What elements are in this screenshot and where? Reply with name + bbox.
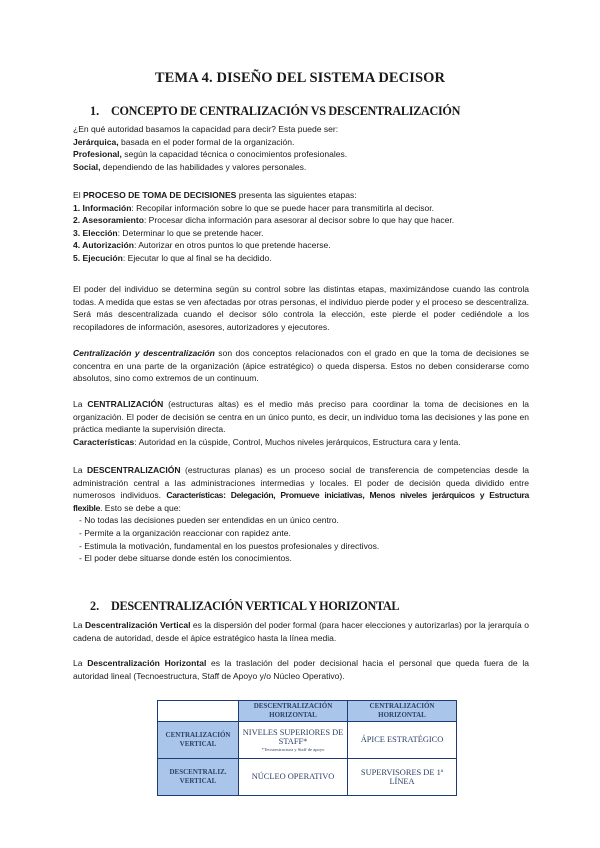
horizontal-pre: La [73, 658, 88, 668]
cell-text: SUPERVISORES DE 1ª LÍNEA [360, 767, 444, 786]
centralization-paragraph [73, 398, 529, 448]
authority-term: Social, [73, 161, 101, 172]
step-term: 1. Información [73, 202, 132, 213]
decentralization-pre: La [73, 465, 87, 475]
authority-item [73, 136, 529, 149]
decentralization-body: (estructuras planas) es un proceso social de transferencia de competencias desde la administración central a las administraciones intermedias y locales. El poder de decisión queda dividido entre numerosos individuos. [73, 465, 529, 501]
decentralization-features: Características: Delegación, Promueve iniciativas, Menos niveles jerárquicos y Estructura flexible [73, 490, 530, 513]
table-corner-cell [158, 701, 239, 722]
process-intro-pre: El [73, 190, 83, 200]
step-text: : Ejecutar lo que al final se ha decidido. [122, 252, 272, 263]
concepts-paragraph [73, 347, 529, 385]
concepts-body: son dos conceptos relacionados con el grado en que la toma de decisiones se concentra en una parte de la organización (ápice estratégico) o queda dispersa. Estos no deben considerarse como absolutos, sino como extremos de un continuum. [73, 348, 529, 384]
table-cell [348, 759, 457, 796]
process-step [73, 214, 529, 227]
authority-item [73, 148, 529, 161]
centralization-features [73, 436, 529, 449]
table-cell [239, 759, 348, 796]
power-paragraph [73, 283, 529, 333]
column-header: CENTRALIZACIÓN HORIZONTAL [348, 701, 457, 722]
decentralization-bullets [73, 514, 529, 564]
step-text: : Determinar lo que se pretende hacer. [117, 227, 264, 238]
vertical-body: es la dispersión del poder formal (para hacer elecciones y autorizarlas) por la jerarquía o cadena de autoridad, desde el ápice estratégico hasta la línea media. [73, 620, 529, 643]
section-1-title: CONCEPTO DE CENTRALIZACIÓN VS DESCENTRALIZACIÓN [111, 104, 461, 118]
horizontal-body: es la traslación del poder decisional hacia el personal que queda fuera de la autoridad lineal (Tecnoestructura, Staff de Apoyo y/o Núcleo Operativo). [73, 658, 529, 681]
authority-text: según la capacidad técnica o conocimientos profesionales. [121, 149, 348, 160]
decentralization-paragraph [73, 464, 529, 565]
horizontal-paragraph [73, 657, 529, 682]
cell-text: NIVELES SUPERIORES DE STAFF* [242, 727, 344, 746]
centralization-features-text: : Autoridad en la cúspide, Control, Muchos niveles jerárquicos, Estructura cara y lenta. [134, 436, 461, 447]
process-intro [73, 189, 529, 202]
list-item: - No todas las decisiones pueden ser entendidas en un único centro. [79, 515, 339, 526]
authority-term: Profesional, [73, 149, 122, 160]
centralization-text [73, 398, 529, 436]
process-block [73, 189, 529, 265]
process-intro-post: presenta las siguientes etapas: [236, 190, 357, 200]
step-term: 5. Ejecución [73, 252, 123, 263]
decentralization-text [73, 464, 529, 514]
step-text: : Procesar dicha información para asesorar al decisor sobre lo que hay que hacer. [143, 215, 455, 226]
section-1-number: 1. [90, 104, 100, 118]
process-step [73, 239, 529, 252]
page-title: TEMA 4. DISEÑO DEL SISTEMA DECISOR [154, 70, 446, 86]
authority-item [73, 161, 529, 174]
process-step [73, 227, 529, 240]
authority-block [73, 123, 529, 173]
concepts-text [73, 347, 529, 385]
power-text: El poder del individuo se determina según su control sobre las distintas etapas, maximizándose cuando las controla todas. A medida que estas se ven afectadas por otras personas, el individuo pierde poder y el proceso se descentraliza. Será más descentralizada cuando el decisor sólo controla la elección, este pierde el poder cediéndole a los recopiladores de información, asesores, autorizadores y ejecutores. [73, 284, 529, 332]
list-item: - El poder debe situarse donde estén los conocimientos. [79, 553, 292, 564]
step-term: 3. Elección [73, 227, 118, 238]
cell-text: NÚCLEO OPERATIVO [251, 772, 335, 782]
step-text: : Recopilar información sobre lo que se puede hacer para transmitirla al decisor. [131, 202, 435, 213]
table-row [158, 722, 457, 759]
process-step [73, 202, 529, 215]
vertical-term: Descentralización Vertical [84, 620, 191, 630]
table-row [158, 759, 457, 796]
centralization-pre: La [73, 399, 88, 409]
step-term: 4. Autorización [73, 240, 134, 251]
list-item: - Permite a la organización reaccionar con rapidez ante. [79, 527, 291, 538]
concepts-term: Centralización y descentralización [73, 348, 215, 358]
step-text: : Autorizar en otros puntos lo que pretende hacerse. [133, 240, 331, 251]
vertical-pre: La [73, 620, 85, 630]
decentralization-post: . Esto se debe a que: [100, 502, 181, 513]
authority-text: dependiendo de las habilidades y valores personales. [100, 161, 307, 172]
horizontal-text [73, 657, 529, 682]
vertical-text [73, 619, 529, 644]
row-header: CENTRALIZACIÓN VERTICAL [158, 722, 239, 759]
table-cell [348, 722, 457, 759]
section-2-heading [90, 599, 399, 614]
vertical-paragraph [73, 619, 529, 644]
list-item: - Estimula la motivación, fundamental en los puestos profesionales y directivos. [79, 540, 380, 551]
authority-term: Jerárquica, [73, 136, 119, 147]
table-row [158, 701, 457, 722]
cell-text: ÁPICE ESTRATÉGICO [360, 735, 444, 745]
process-intro-term: PROCESO DE TOMA DE DECISIONES [82, 190, 237, 200]
centralization-features-label: Características [73, 436, 135, 447]
decentralization-term: DESCENTRALIZACIÓN [86, 465, 181, 475]
section-2-title: DESCENTRALIZACIÓN VERTICAL Y HORIZONTAL [111, 599, 400, 613]
cell-footnote: *Tecnoestructura y Staff de apoyo [261, 746, 325, 752]
centralization-term: CENTRALIZACIÓN [87, 399, 164, 409]
section-2-number: 2. [90, 599, 100, 613]
section-1-heading [90, 104, 460, 119]
column-header: DESCENTRALIZACIÓN HORIZONTAL [239, 701, 348, 722]
step-term: 2. Asesoramiento [73, 215, 144, 226]
process-step [73, 252, 529, 265]
centralization-body: (estructuras altas) es el medio más preciso para coordinar la toma de decisiones en la organización. El poder de decisión se centra en un único punto, es decir, un individuo toma las decisiones y las pone en práctica mediante la supervisión directa. [73, 399, 529, 435]
authority-question: ¿En qué autoridad basamos la capacidad para decir? Esta puede ser: [73, 124, 339, 134]
decentralization-matrix [157, 700, 457, 796]
table-cell [239, 722, 348, 759]
horizontal-term: Descentralización Horizontal [87, 658, 207, 668]
authority-text: basada en el poder formal de la organización. [118, 136, 295, 147]
row-header: DESCENTRALIZ. VERTICAL [158, 759, 239, 796]
